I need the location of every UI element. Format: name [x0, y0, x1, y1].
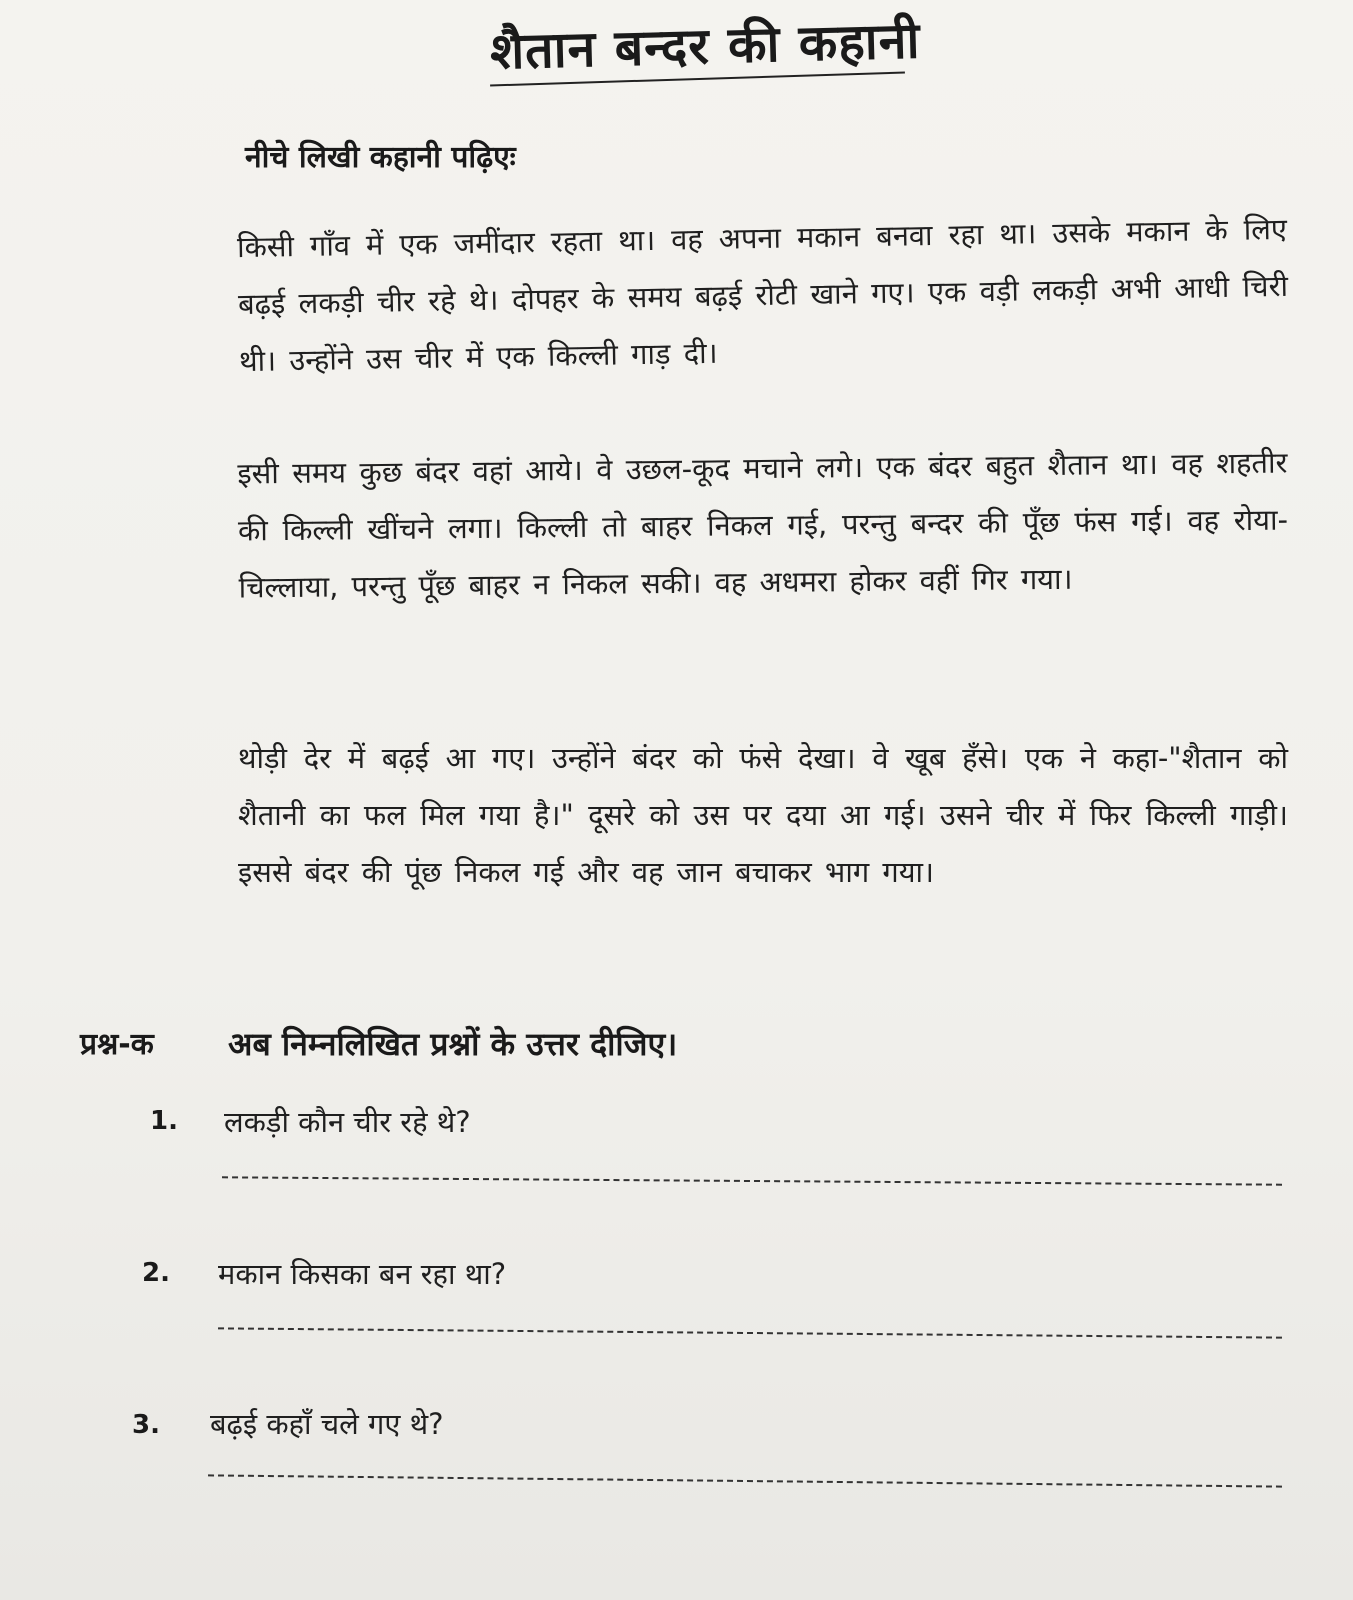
question-text-2: मकान किसका बन रहा था?	[218, 1257, 507, 1291]
question-number-3: 3.	[132, 1410, 160, 1440]
section-label: प्रश्न-क	[80, 1027, 154, 1062]
question-text-3: बढ़ई कहाँ चले गए थे?	[210, 1407, 444, 1441]
story-paragraph-3: थोड़ी देर में बढ़ई आ गए। उन्होंने बंदर को फंसे देखा। वे खूब हँसे। एक ने कहा-"शैतान को शैतानी का फल मिल गया है।" दूसरे को उस पर दया आ गई। उसने चीर में फिर किल्ली गाड़ी। इससे बंदर की पूंछ निकल गई और वह जान बचाकर भाग गया।	[238, 741, 1288, 889]
answer-line-2[interactable]	[218, 1327, 1282, 1338]
question-number-2: 2.	[142, 1258, 170, 1288]
story-paragraph-2: इसी समय कुछ बंदर वहां आये। वे उछल-कूद मचाने लगे। एक बंदर बहुत शैतान था। वह शहतीर की किल्ली खींचने लगा। किल्ली तो बाहर निकल गई, परन्तु बन्दर की पूँछ फंस गई। वह रोया-चिल्लाया, परन्तु पूँछ बाहर न निकल सकी। वह अधमरा होकर वहीं गिर गया।	[237, 445, 1289, 605]
answer-line-3[interactable]	[208, 1474, 1282, 1487]
question-number-1: 1.	[150, 1106, 178, 1136]
answer-line-1[interactable]	[222, 1176, 1282, 1185]
section-title: अब निम्नलिखित प्रश्नों के उत्तर दीजिए।	[228, 1025, 678, 1063]
story-paragraph-1: किसी गाँव में एक जमींदार रहता था। वह अपना मकान बनवा रहा था। उसके मकान के लिए बढ़ई लकड़ी चीर रहे थे। दोपहर के समय बढ़ई रोटी खाने गए। एक वड़ी लकड़ी अभी आधी चिरी थी। उन्होंने उस चीर में एक किल्ली गाड़ दी।	[236, 211, 1289, 379]
question-text-1: लकड़ी कौन चीर रहे थे?	[224, 1105, 471, 1139]
page-title: शैतान बन्दर की कहानी	[489, 11, 922, 81]
reading-instruction: नीचे लिखी कहानी पढ़िएः	[245, 140, 516, 175]
